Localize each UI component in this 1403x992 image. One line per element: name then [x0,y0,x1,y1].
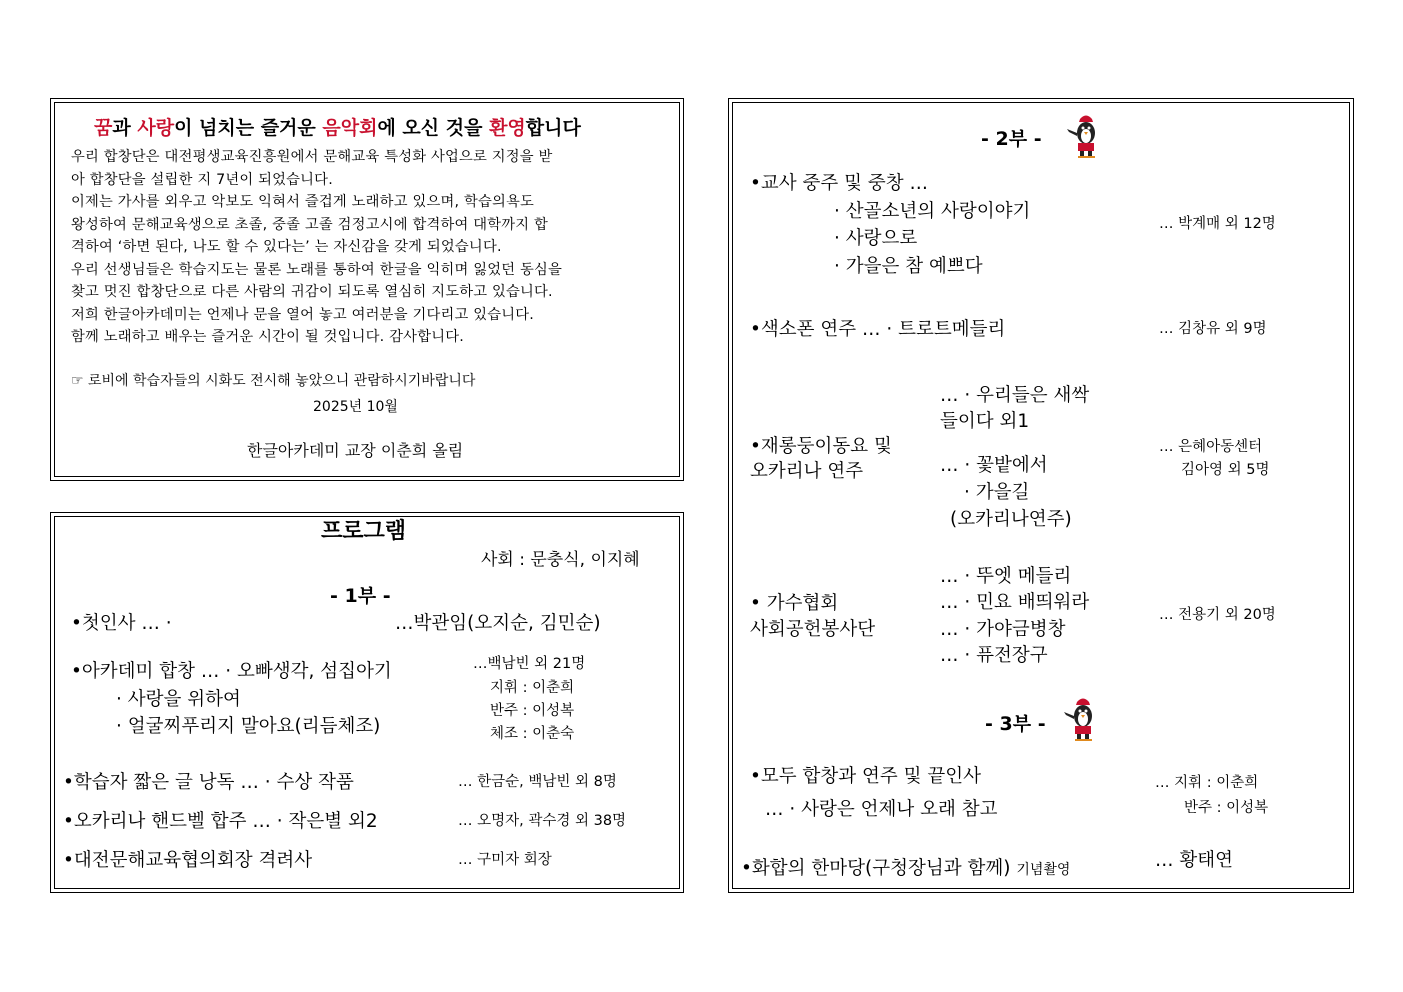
kids-song-performer: 김아영 외 5명 [1181,462,1270,478]
part3-heading: - 3부 - [985,713,1046,735]
welcome-line: 이제는 가사를 외우고 악보도 익혀서 즐겁게 노래하고 있으며, 학습의욕도 [71,194,535,210]
mc-line: 사회 : 문충식, 이지혜 [481,550,640,570]
welcome-title-seg: 환영 [489,117,526,139]
teacher-ensemble-performer: … 박계매 외 12명 [1159,216,1276,232]
singers-association-song: … · 민요 배띄워라 [940,592,1090,613]
welcome-line: 저희 한글아카데미는 언제나 문을 열어 놓고 여러분을 기다리고 있습니다. [71,307,535,323]
finale-performer: … 지휘 : 이춘희 [1155,775,1259,791]
singers-association-song: … · 퓨전장구 [940,645,1048,666]
harmony-stage-photo: 기념촬영 [1016,862,1071,878]
kids-song-song: … · 우리들은 새싹 [940,385,1090,406]
welcome-line: 격하여 ‘하면 된다, 나도 할 수 있다는’ 는 자신감을 갖게 되었습니다. [71,239,502,255]
singers-association-performer: … 전용기 외 20명 [1159,607,1276,623]
opening-greeting-performer: …박관임(오지순, 김민순) [395,613,601,634]
welcome-title-seg: 사랑 [137,117,175,139]
learner-reading: •학습자 짧은 글 낭독 … · 수상 작품 [63,772,354,793]
kids-song-song: · 가을길 [964,482,1030,503]
harmony-stage-title: •화합의 한마당(구청장님과 함께) [741,858,1011,879]
program-title: 프로그램 [321,519,407,544]
academy-choir: •아카데미 합창 … · 오빠생각, 섬집아기 [71,661,392,682]
welcome-line: 아 합창단을 설립한 지 7년이 되었습니다. [71,172,333,188]
saxophone: •색소폰 연주 … · 트로트메들리 [750,319,1006,340]
welcome-title-seg: 에 오신 것을 [377,117,490,139]
part2-heading: - 2부 - [981,128,1042,150]
singers-association-song: … · 뚜엣 메들리 [940,566,1072,587]
penguin-mascot-icon [1063,694,1103,744]
welcome-line: 우리 선생님들은 학습지도는 물론 노래를 통하여 한글을 익히며 잃었던 동심을 [71,262,563,278]
exhibition-note: ☞ 로비에 학습자들의 시화도 전시해 놓았으니 관람하시기바랍니다 [71,373,476,389]
council-speech: •대전문해교육협의회장 격려사 [63,850,313,871]
opening-greeting: •첫인사 … · [71,613,172,634]
ocarina-handbell: •오카리나 핸드벨 합주 … · 작은별 외2 [63,811,378,832]
kids-song-song: (오카리나연주) [950,509,1072,530]
finale-title: •모두 합창과 연주 및 끝인사 [750,766,982,787]
kids-song-title: 오카리나 연주 [750,461,864,482]
welcome-title-seg: 꿈 [94,117,113,139]
singers-association-song: … · 가야금병창 [940,619,1066,640]
teacher-ensemble-song: · 가을은 참 예쁘다 [834,256,983,277]
academy-choir-song: · 사랑을 위하여 [116,689,241,710]
council-speech-performer: … 구미자 회장 [458,852,552,868]
singers-association-title: • 가수협회 [750,593,839,614]
ocarina-handbell-performer: … 오명자, 곽수경 외 38명 [458,813,627,829]
harmony-stage-performer: … 황태연 [1155,850,1233,871]
welcome-title-seg: 합니다 [525,117,581,139]
welcome-line: 찾고 멋진 합창단으로 다른 사람의 귀감이 되도록 열심히 지도하고 있습니다. [71,284,553,300]
academy-choir-performer: 반주 : 이성복 [490,703,575,719]
penguin-mascot-icon [1066,111,1106,161]
academy-choir-performer: 체조 : 이춘숙 [490,726,575,742]
academy-choir-performer: …백남빈 외 21명 [473,656,586,672]
welcome-title [94,119,581,138]
part1-heading: - 1부 - [330,585,391,607]
welcome-line: 왕성하여 문해교육생으로 초졸, 중졸 고졸 검정고시에 합격하여 대학까지 합 [71,217,549,233]
teacher-ensemble: •교사 중주 및 중창 … [750,173,929,194]
welcome-title-seg: 이 넘치는 즐거운 [174,117,323,139]
learner-reading-performer: … 한금순, 백남빈 외 8명 [458,774,617,790]
teacher-ensemble-song: · 사랑으로 [834,228,918,249]
welcome-date: 2025년 10월 [313,399,398,415]
academy-choir-song: · 얼굴찌푸리지 말아요(리듬체조) [116,716,381,737]
welcome-signature: 한글아카데미 교장 이춘희 올림 [247,441,464,460]
welcome-title-seg: 음악회 [322,117,378,139]
kids-song-song: … · 꽃밭에서 [940,455,1048,476]
welcome-line: 우리 합창단은 대전평생교육진흥원에서 문해교육 특성화 사업으로 지정을 받 [71,149,553,165]
kids-song-performer: … 은혜아동센터 [1159,439,1263,455]
finale-performer: 반주 : 이성복 [1184,800,1269,816]
harmony-stage [741,860,1070,879]
welcome-line: 함께 노래하고 배우는 즐거운 시간이 될 것입니다. 감사합니다. [71,329,464,345]
finale-song: … · 사랑은 언제나 오래 참고 [765,799,998,820]
kids-song-song: 들이다 외1 [940,411,1030,432]
saxophone-performer: … 김창유 외 9명 [1159,321,1267,337]
kids-song-title: •재롱둥이동요 및 [750,436,892,457]
academy-choir-performer: 지휘 : 이춘희 [490,680,575,696]
welcome-title-seg: 과 [112,117,138,139]
teacher-ensemble-song: · 산골소년의 사랑이야기 [834,201,1031,222]
singers-association-title: 사회공헌봉사단 [750,619,876,640]
